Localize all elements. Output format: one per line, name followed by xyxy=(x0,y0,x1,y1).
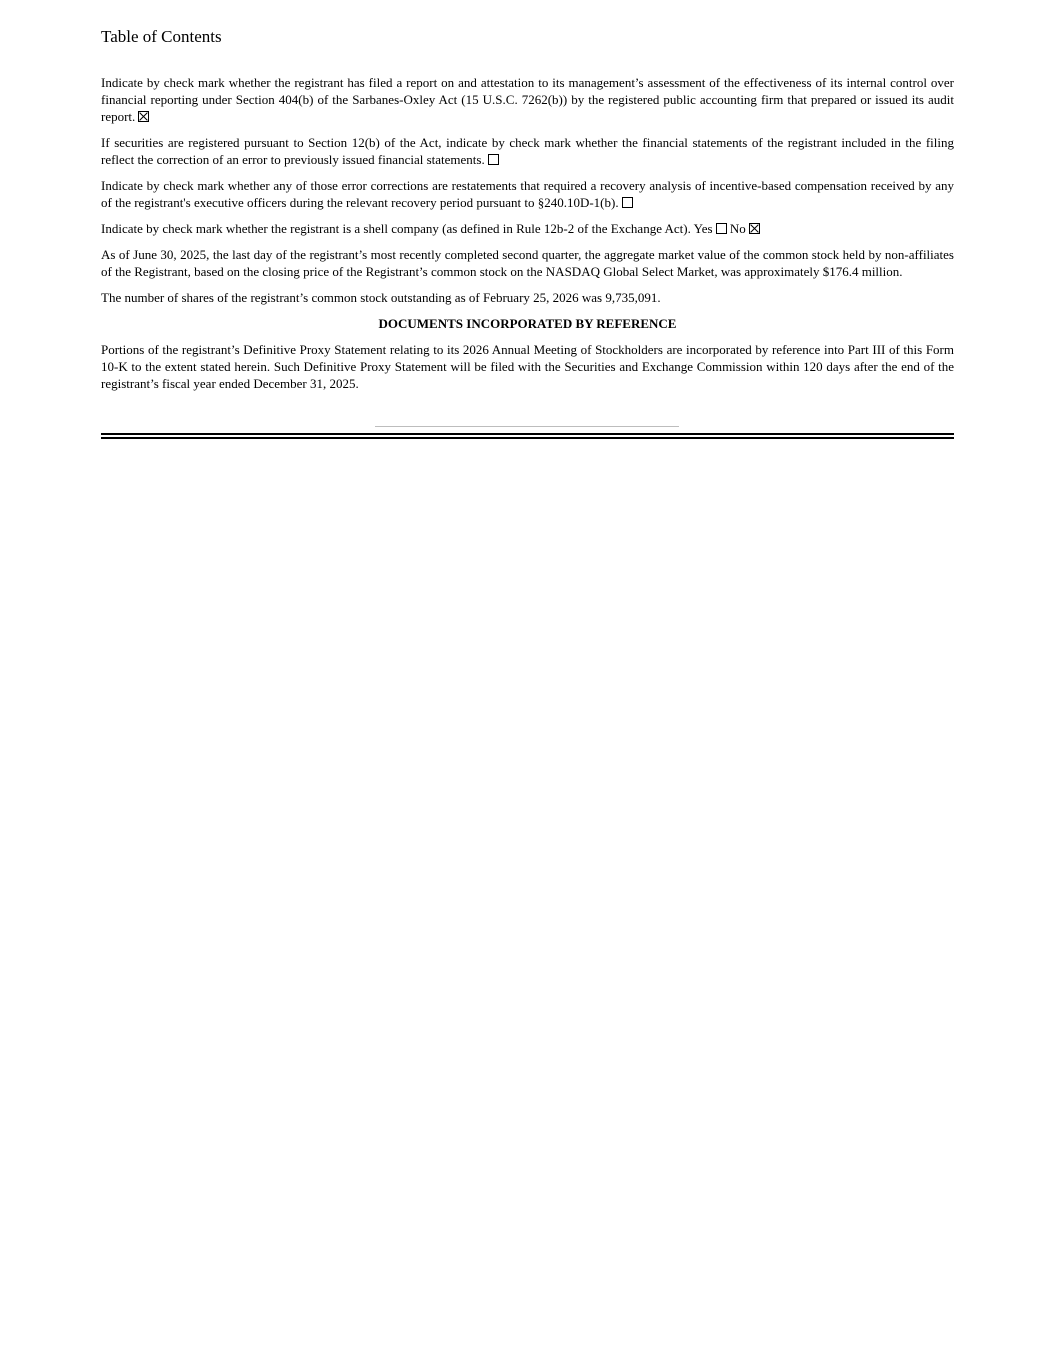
documents-incorporated-heading: DOCUMENTS INCORPORATED BY REFERENCE xyxy=(378,316,677,331)
icfr-checkbox[interactable] xyxy=(138,111,149,122)
table-of-contents-link[interactable]: Table of Contents xyxy=(101,27,222,46)
error-correction-checkbox[interactable] xyxy=(488,154,499,165)
icfr-paragraph xyxy=(101,74,954,125)
icfr-text: Indicate by check mark whether the registrant has filed a report on and attestation to its management’s assessment of the effectiveness of its internal control over financial reporting under Section 404(b) of the Sarbanes-Oxley Act (15 U.S.C. 7262(b)) by the registered public accounting firm that prepared or issued its audit report. xyxy=(101,75,954,124)
shares-outstanding-paragraph: The number of shares of the registrant’s common stock outstanding as of February 25, 2026 was 9,735,091. xyxy=(101,290,661,305)
shell-no-label: No xyxy=(729,221,746,236)
shell-company-text: Indicate by check mark whether the registrant is a shell company (as defined in Rule 12b-2 of the Exchange Act). xyxy=(101,221,691,236)
shell-company-paragraph xyxy=(101,220,954,237)
error-correction-text: If securities are registered pursuant to Section 12(b) of the Act, indicate by check mark whether the financial statements of the registrant included in the filing reflect the correction of an error to previously issued financial statements. xyxy=(101,135,954,167)
double-divider xyxy=(101,433,954,439)
restatement-paragraph xyxy=(101,177,954,211)
document-body xyxy=(101,74,954,401)
shell-yes-label: Yes xyxy=(693,221,713,236)
shell-no-checkbox[interactable] xyxy=(749,223,760,234)
error-correction-paragraph xyxy=(101,134,954,168)
market-value-paragraph: As of June 30, 2025, the last day of the registrant’s most recently completed second quarter, the aggregate market value of the common stock held by non-affiliates of the Registrant, based on the closing price of the Registrant’s common stock on the NASDAQ Global Select Market, was approximately $176.4 million. xyxy=(101,247,954,279)
restatement-checkbox[interactable] xyxy=(622,197,633,208)
short-divider xyxy=(375,426,679,427)
restatement-text: Indicate by check mark whether any of those error corrections are restatements that required a recovery analysis of incentive-based compensation received by any of the registrant's executive officers during the relevant recovery period pursuant to §240.10D-1(b). xyxy=(101,178,954,210)
proxy-paragraph: Portions of the registrant’s Definitive Proxy Statement relating to its 2026 Annual Meeting of Stockholders are incorporated by reference into Part III of this Form 10-K to the extent stated herein. Such Definitive Proxy Statement will be filed with the Securities and Exchange Commission within 120 days after the end of the registrant’s fiscal year ended December 31, 2025. xyxy=(101,342,954,391)
shell-yes-checkbox[interactable] xyxy=(716,223,727,234)
